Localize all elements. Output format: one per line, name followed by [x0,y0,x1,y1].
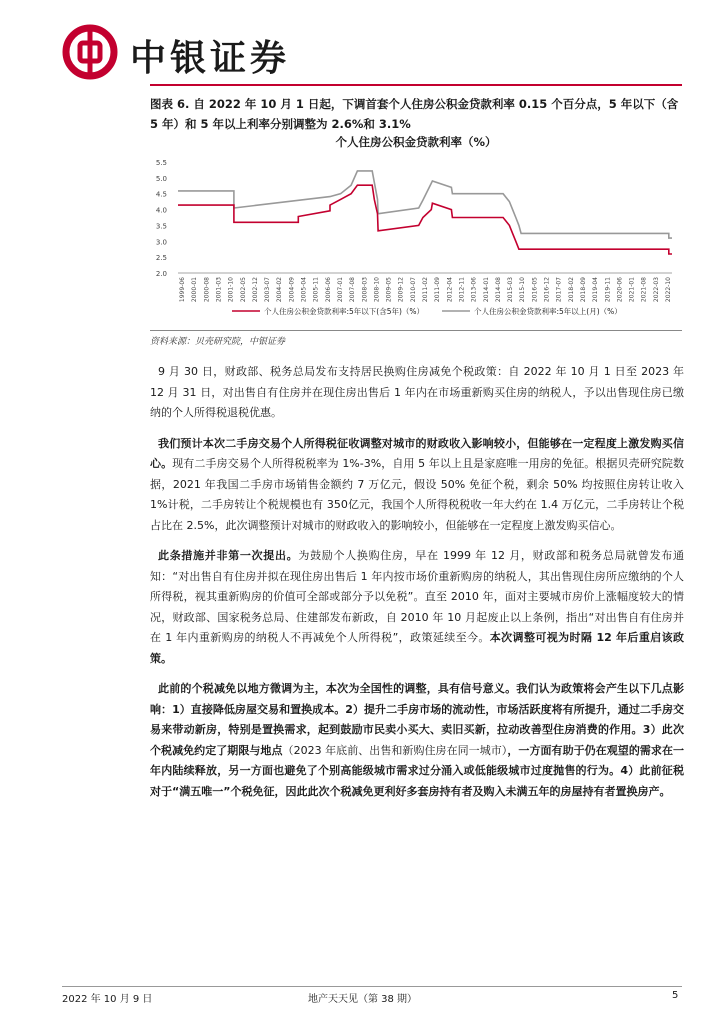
x-tick-label: 2003-07 [264,277,272,303]
legend-label: 个人住房公积金贷款利率:5年以上(月)（%） [474,307,622,316]
x-tick-label: 2013-06 [470,277,478,303]
body-text: （2023 年底前、出售和新购住房在同一城市） [282,743,508,757]
bold-text: 此前的个税减免以地方微调为主，本次为全国性的调整，具有信号意义。我们认为政策将会产生以下几点影响：1）直接降低房屋交易和置换成本。2）提升二手房市场的流动性，市场活跃度将有所提升，通过二手房交易来带动新房，特别是置换需求，起到鼓励市民卖小买大、卖旧买新，拉动改善型住房消费的作用。3）此次个税减免约定了期限与地点 [150,682,684,757]
x-tick-label: 2010-07 [409,277,417,303]
x-tick-label: 2019-11 [604,277,612,303]
x-tick-label: 2001-03 [215,277,223,303]
x-tick-label: 2000-01 [191,277,199,303]
x-tick-label: 1999-06 [179,277,186,303]
x-tick-label: 2018-09 [579,277,587,303]
brand-name: 中银证券 [130,37,291,79]
x-tick-label: 2011-02 [422,277,429,303]
figure-source: 资料来源：贝壳研究院，中银证券 [150,337,286,347]
x-tick-label: 2006-06 [324,277,332,303]
paragraph-1 [150,362,684,424]
x-tick-label: 2016-05 [531,277,539,303]
y-tick-label: 4.0 [155,206,167,215]
paragraph-2 [150,434,684,537]
x-tick-label: 2000-08 [203,277,211,303]
x-tick-label: 2002-12 [251,277,259,303]
paragraph-4 [150,679,684,802]
bold-text: ，一方面有助于仍在观望的需求在一年内陆续释放，另一方面也避免了个别高能级城市需求过分涌入或低能级城市过度抛售的行为。4）此前征税对于“满五唯一”个税免征，因此此次个税减免更利好多套房持有者及购入未满五年的房屋持有者置换房产。 [150,743,685,798]
y-tick-label: 3.5 [155,222,167,231]
x-tick-label: 2005-04 [300,277,308,303]
legend-label: 个人住房公积金贷款利率:5年以下(含5年)（%） [264,307,425,316]
footer-rule [62,986,682,987]
x-tick-label: 2014-08 [494,277,502,303]
chart-bottom-rule [150,330,682,331]
paragraph-3 [150,546,684,669]
x-tick-label: 2005-11 [312,277,320,303]
x-tick-label: 2009-05 [385,277,393,303]
x-tick-label: 2008-03 [361,277,369,303]
chart-title: 个人住房公积金贷款利率（%） [335,135,497,149]
body-text: 9 月 30 日，财政部、税务总局发布支持居民换购住房减免个税政策：自 2022 年 10 月 1 日至 2023 年 12 月 31 日，对出售自有住房并在现住房出售后 1 年内在市场重新购买住房的纳税人，予以出售现住房已缴纳的个人所得税退税优惠。 [150,365,684,419]
page-header [62,24,682,84]
x-tick-label: 2020-06 [616,277,624,303]
x-tick-label: 2022-03 [652,277,660,303]
x-tick-label: 2015-03 [507,277,515,303]
bank-of-china-logo-icon [62,24,118,80]
body-text: 现有二手房交易个人所得税税率为 1%-3%，自用 5 年以上且是家庭唯一用房的免征。根据贝壳研究院数据，2021 年我国二手房市场销售金额约 7 万亿元，假设 50% 免征个税，剩余 50% 均按照住房转让收入 1%计税，二手房转让个税规模也有 350亿元，我国个人所得税税收一年大约在 1.4 万亿元，二手房转让个税占比在 2.5%，此次调整预计对城市的财政收入的影响较小，但能够在一定程度上激发购买信心。 [150,457,684,532]
bold-text: 本次调整可视为时隔 12 年后重启该政策。 [150,631,684,665]
x-tick-label: 2015-10 [519,277,527,303]
x-tick-label: 2019-04 [592,277,600,303]
rate-chart [150,130,682,326]
footer-date: 2022 年 10 月 9 日 [62,994,153,1005]
x-tick-label: 2018-02 [567,277,575,303]
x-tick-label: 2021-01 [628,277,636,303]
series-line [178,171,672,238]
page-number: 5 [672,990,679,1001]
x-tick-label: 2009-12 [397,277,405,303]
y-tick-label: 2.5 [155,254,167,263]
footer-title: 地产天天见（第 38 期） [307,994,418,1005]
bold-text: 此条措施并非第一次提出。 [158,549,299,562]
y-tick-label: 5.5 [155,159,167,167]
header-rule [150,84,682,86]
x-tick-label: 2014-01 [482,277,490,303]
y-tick-label: 5.0 [155,174,167,183]
x-tick-label: 2007-08 [349,277,357,303]
bold-text: 我们预计本次二手房交易个人所得税征收调整对城市的财政收入影响较小，但能够在一定程度上激发购买信心。 [150,436,684,470]
x-tick-label: 2011-09 [434,277,442,303]
figure-caption: 图表 6. 自 2022 年 10 月 1 日起，下调首套个人住房公积金贷款利率 0.15 个百分点，5 年以下（含 5 年）和 5 年以上利率分别调整为 2.6%和 3.1% [150,97,679,131]
x-tick-label: 2001-10 [227,277,235,303]
y-tick-label: 4.5 [155,190,167,199]
y-tick-label: 3.0 [155,238,167,247]
x-tick-label: 2012-11 [458,277,466,303]
line-chart [150,130,682,326]
y-tick-label: 2.0 [155,270,167,278]
x-tick-label: 2012-04 [446,277,454,303]
x-tick-label: 2004-09 [288,277,296,303]
x-tick-label: 2021-08 [640,277,648,303]
x-tick-label: 2017-07 [555,277,563,303]
x-tick-label: 2016-12 [543,277,551,303]
article-body [150,362,684,812]
x-tick-label: 2022-10 [665,277,672,303]
body-text: 为鼓励个人换购住房，早在 1999 年 12 月，财政部和税务总局就曾发布通知：“对出售自有住房并拟在现住房出售后 1 年内按市场价重新购房的纳税人，其出售现住房所应缴纳的个人所得税，视其重新购房的价值可全部或部分予以免税”。直至 2010 年，面对主要城市房价上涨幅度较大的情况，财政部、国家税务总局、住建部发布新政，自 2010 年 10 月起废止以上条例，指出“对出售自有住房并在 1 年内重新购房的纳税人不再减免个人所得税”，政策延续至今。 [150,549,685,644]
x-tick-label: 2002-05 [239,277,247,303]
x-tick-label: 2008-10 [373,277,381,303]
x-tick-label: 2004-02 [276,277,284,303]
x-tick-label: 2007-01 [336,277,344,303]
